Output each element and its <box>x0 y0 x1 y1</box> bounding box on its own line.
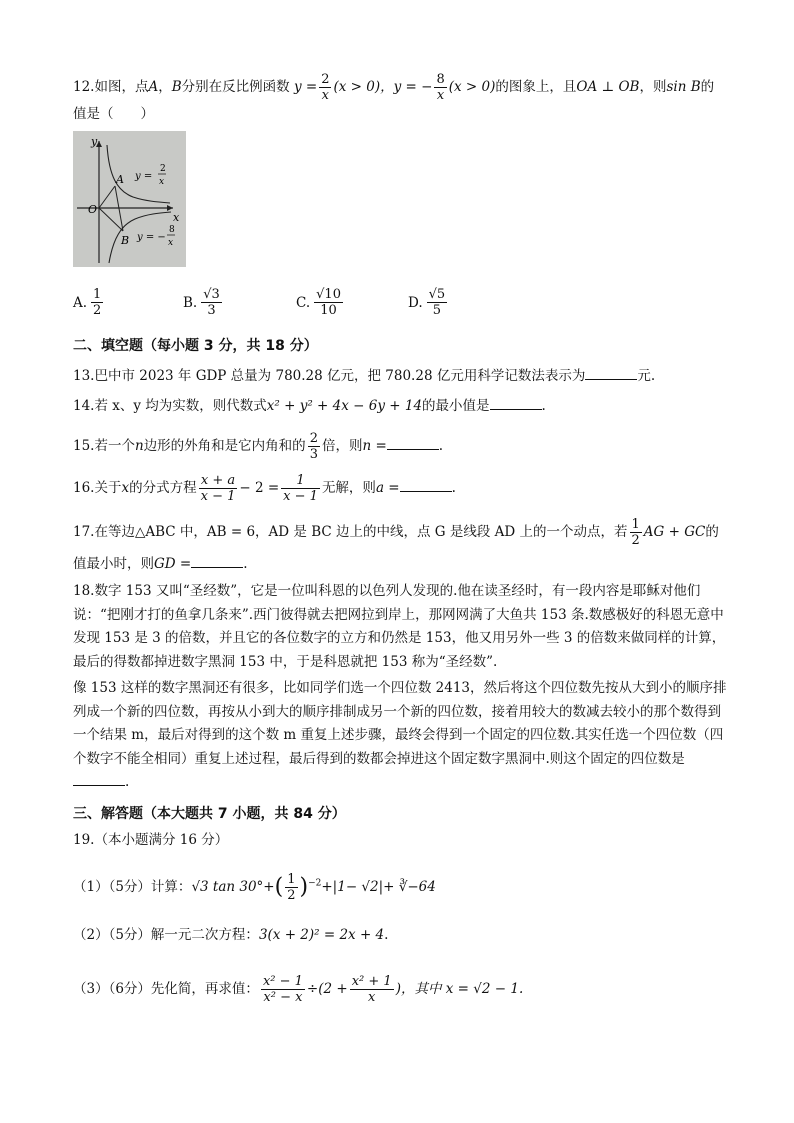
fig-origin-label: O <box>88 203 98 216</box>
q14-expr: x² + y² + 4x − 6y + 14 <box>266 398 423 414</box>
q15-expr: n = <box>362 438 387 454</box>
choice-label: A. <box>73 294 88 311</box>
q12-func2-cond: (x > 0) <box>448 79 496 95</box>
frac-den: 2 <box>287 888 296 903</box>
q17-end: . <box>243 556 248 572</box>
q12-sinb: sin B <box>666 79 701 95</box>
q12-point-b: B <box>171 79 182 95</box>
fig-eq1-den: x <box>159 177 165 187</box>
q12-func2-frac <box>434 72 446 103</box>
choice-frac <box>314 287 343 318</box>
q19-part3-tail: ，其中 x = √2 − 1. <box>400 981 524 997</box>
q14-text: 14.若 x、y 均为实数，则代数式 <box>73 398 267 414</box>
q16-end: . <box>451 480 456 496</box>
q15-end: . <box>438 438 444 454</box>
frac-num: 8 <box>436 72 445 87</box>
q19-part2 <box>73 925 388 945</box>
section2-title: 二、填空题（每小题 3 分，共 18 分） <box>73 338 318 354</box>
frac-num: 2 <box>309 431 318 446</box>
choice-frac <box>427 287 448 318</box>
q18-text: 像 153 这样的数字黑洞还有很多，比如同学们选一个四位数 2413，然后将这个四位数先按从大到小的顺序排列成一个新的四位数，再按从小到大的顺序排制成另一个新的四位数，接着用较大的数减去较小的那个数得到一个结果 m，最后对得到的这个数 m 重复上述步骤，最终会得到一个固定的四位数.其实任选一个四位数（四个数字不能全相同）重复上述过程，最后得到的数都会掉进这个固定数字黑洞中.则这个固定的四位数是 <box>73 680 727 767</box>
frac-num: √5 <box>428 287 446 302</box>
q17-text: 17.在等边△ABC 中，AB = 6，AD 是 BC 边上的中线，点 G 是线段 AD 上的一个动点，若 <box>73 524 628 540</box>
frac-num: 1 <box>631 517 640 532</box>
q15-text: 倍，则 <box>321 438 363 454</box>
q19-part3 <box>73 974 523 1005</box>
q19-part3-frac2 <box>350 974 394 1005</box>
q16-text: 的分式方程 <box>129 480 197 496</box>
frac-den: 5 <box>432 303 442 318</box>
frac-den: x² − x <box>263 990 303 1005</box>
q16-text: 无解，则 <box>321 480 376 496</box>
fig-eq1-num: 2 <box>160 164 166 174</box>
q17-line1 <box>73 517 719 548</box>
q19-head: 19.（本小题满分 16 分） <box>73 832 229 848</box>
q17-line2 <box>73 553 248 574</box>
q19-part3-close: ) <box>395 981 401 997</box>
q13-text: 13.巴中市 2023 年 GDP 总量为 780.28 亿元，把 780.28 亿元用科学记数法表示为 <box>73 368 586 384</box>
q19-part1-expr: +|1− √2|+ ∛−64 <box>321 879 436 895</box>
q15 <box>73 431 443 462</box>
frac-den: x <box>368 990 376 1005</box>
q12-graph <box>73 131 186 267</box>
q19-part2-end: . <box>384 927 389 943</box>
q16-x: x <box>121 480 130 496</box>
q13-answer-blank[interactable] <box>585 365 637 380</box>
section3-title: 三、解答题（本大题共 7 小题，共 84 分） <box>73 806 346 822</box>
q16-text: 16.关于 <box>73 480 122 496</box>
q13 <box>73 365 655 386</box>
q12-line1 <box>73 72 714 103</box>
q17-expr: GD = <box>154 556 192 572</box>
fig-eq2: y = − <box>137 232 166 243</box>
q18-end: . <box>125 774 130 790</box>
frac-den: 2 <box>93 303 102 318</box>
q18-answer-blank[interactable] <box>73 771 125 786</box>
frac-den: x − 1 <box>283 489 318 504</box>
q17-text: 值最小时，则 <box>73 556 154 572</box>
q12-func2-lhs: ，y = − <box>380 79 433 95</box>
choice-label: C. <box>296 294 311 311</box>
frac-num: x + a <box>199 473 238 489</box>
q16-frac1 <box>199 473 238 504</box>
q14-answer-blank[interactable] <box>490 395 542 410</box>
fig-eq1: y = <box>135 171 153 182</box>
fig-point-b: B <box>121 234 130 247</box>
q19-part1-frac <box>285 872 297 903</box>
paren-close: ) <box>299 874 309 900</box>
q14 <box>73 395 546 416</box>
frac-num: x² + 1 <box>351 974 392 989</box>
q19-part1-exp: −2 <box>308 878 322 889</box>
q12-perp: OA ⊥ OB <box>576 79 640 95</box>
segment-oa <box>99 186 115 208</box>
frac-num: √3 <box>203 287 220 302</box>
frac-den: 3 <box>309 447 318 462</box>
q12-func1-lhs: y = <box>293 79 318 95</box>
frac-num: x² − 1 <box>262 974 303 989</box>
q19-part2-expr: 3(x + 2)² = 2x + 4 <box>258 927 385 943</box>
q12-text: 12.如图，点 <box>73 79 149 95</box>
fig-eq2-num: 8 <box>169 225 175 235</box>
frac-den: x − 1 <box>200 489 236 504</box>
frac-num: 1 <box>281 473 320 489</box>
q15-frac <box>308 431 320 462</box>
q16 <box>73 473 456 504</box>
q19-part3-div: ÷ <box>306 981 319 997</box>
q12-func1-frac <box>319 72 331 103</box>
q18-para1: 18.数字 153 又叫“圣经数”，它是一位叫科恩的以色列人发现的.他在读圣经时，有一段内容是耶稣对他们说：“把刚才打的鱼拿几条来”.西门彼得就去把网拉到岸上，那网网满了大鱼共 153 条.数感极好的科恩无意中发现 153 是 3 的倍数，并且它的各位数字的立方和仍然是 153，他又用另外一些 3 的倍数来做同样的计算，最后的得数都掉进数字黑洞 153 中，于是科恩就把 153 称为“圣经数”. <box>73 583 726 670</box>
fig-point-a: A <box>116 173 124 186</box>
q14-text: 的最小值是 <box>422 398 490 414</box>
q12-figure <box>73 131 186 267</box>
frac-den: x <box>321 88 329 103</box>
frac-num: 1 <box>93 287 102 302</box>
q19-part3-label: （3）（6分）先化简，再求值： <box>73 981 259 997</box>
frac-num: 1 <box>287 872 296 887</box>
q15-text: 边形的外角和是它内角和的 <box>143 438 306 454</box>
q12-text: 分别在反比例函数 <box>181 79 290 95</box>
q17-text: 的 <box>705 524 719 540</box>
q15-text: 15.若一个 <box>73 438 135 454</box>
frac-den: 10 <box>320 303 337 318</box>
choice-b[interactable] <box>183 287 224 318</box>
choice-a[interactable] <box>73 287 105 318</box>
q19-part1-expr: √3 tan 30°+ <box>191 879 275 895</box>
fig-y-label: y <box>91 135 98 148</box>
q19-part1 <box>73 872 436 903</box>
q19-part3-frac1 <box>261 974 305 1005</box>
paren-open: ( <box>274 874 284 900</box>
choice-frac <box>91 287 103 318</box>
q12-text: 的图象上，且 <box>495 79 577 95</box>
q19-part1-label: （1）（5分）计算： <box>73 879 192 895</box>
q17-frac <box>630 517 642 548</box>
q14-end: . <box>541 398 546 414</box>
frac-den: x <box>436 88 445 103</box>
q15-n: n <box>134 438 144 454</box>
comma: ， <box>158 79 172 95</box>
frac-num: √10 <box>316 287 341 302</box>
q16-mid: − 2 = <box>239 480 280 496</box>
q19-part2-label: （2）（5分）解一元二次方程： <box>73 927 259 943</box>
frac-num: 2 <box>321 72 330 87</box>
q16-expr: a = <box>375 480 400 496</box>
frac-den: 3 <box>207 303 216 318</box>
q18-para2 <box>73 677 733 795</box>
q15-answer-blank[interactable] <box>387 435 439 450</box>
q12-text: 的 <box>700 79 715 95</box>
choice-c[interactable] <box>296 287 345 318</box>
q17-answer-blank[interactable] <box>191 553 243 568</box>
q12-line2: 值是（ ） <box>73 106 154 122</box>
q12-point-a: A <box>148 79 159 95</box>
choice-label: D. <box>408 294 423 311</box>
choice-d[interactable] <box>408 287 449 318</box>
fig-x-label: x <box>173 211 180 224</box>
q19-part3-open: (2 + <box>318 981 348 997</box>
q13-text: 元. <box>637 368 656 384</box>
q12-text: ，则 <box>639 79 667 95</box>
q16-answer-blank[interactable] <box>400 477 452 492</box>
fig-eq2-den: x <box>168 238 174 248</box>
choice-frac <box>201 287 222 318</box>
q12-choices <box>73 287 593 327</box>
frac-den: 2 <box>631 533 640 548</box>
q17-expr: AG + GC <box>643 524 706 540</box>
q12-func1-cond: (x > 0) <box>333 79 381 95</box>
q16-frac2 <box>281 473 320 504</box>
choice-label: B. <box>183 294 198 311</box>
